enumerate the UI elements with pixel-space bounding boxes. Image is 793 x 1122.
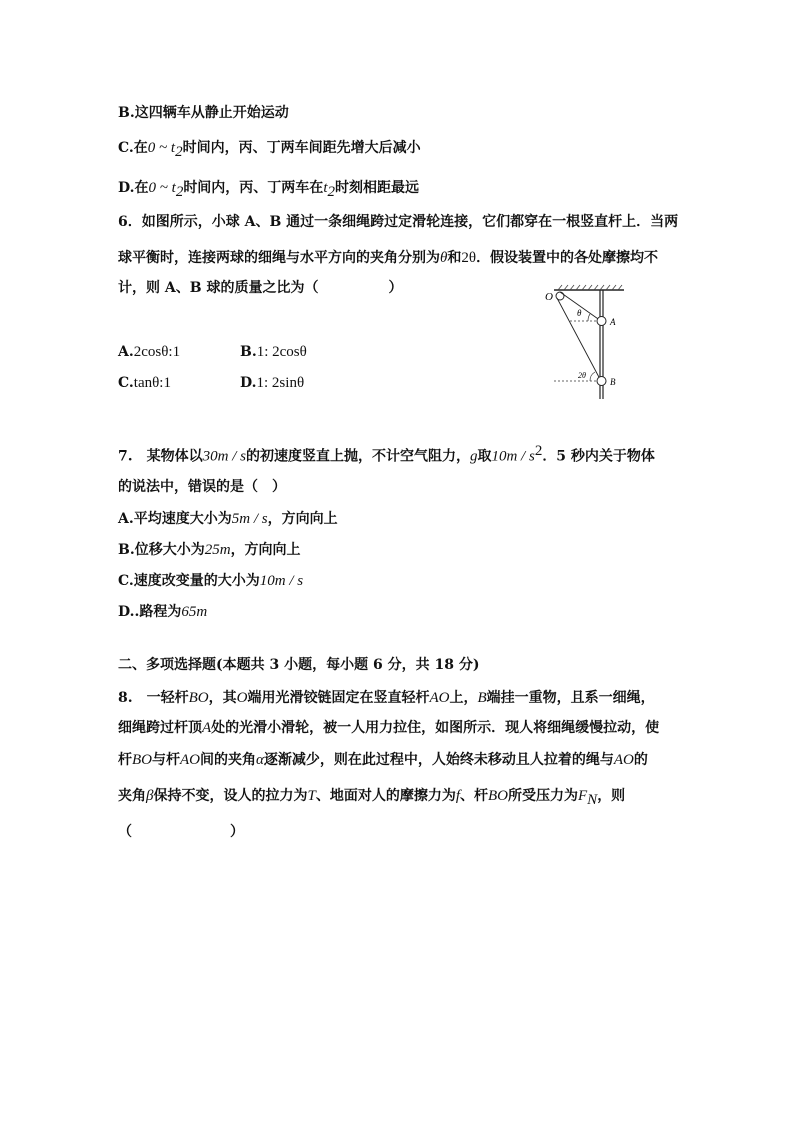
q8-l4-t: T: [307, 788, 316, 804]
q8-l1-e: 端挂一重物，且系一细绳，: [486, 690, 655, 706]
q8-l1-b: ，其: [208, 690, 237, 706]
q6-option-c-value: tanθ:1: [133, 375, 171, 391]
q7-stem-line1: [118, 441, 655, 467]
q6-theta: θ: [440, 250, 448, 266]
q7-option-a-text: A.平均速度大小为: [118, 511, 232, 527]
q6-option-d-value: 1: 2sinθ: [256, 375, 305, 391]
q5-option-d-t-sub: 2: [327, 183, 335, 200]
q8-l3-ao2: AO: [613, 752, 634, 768]
q8-l1-bo: BO: [188, 690, 209, 706]
q7-mid-text: 的初速度竖直上抛，不计空气阻力，: [245, 448, 470, 465]
q7-stem-line2: 的说法中，错误的是（ ）: [118, 479, 286, 495]
q7-g-value: 10m / s: [491, 448, 535, 465]
q8-answer-blank: （ ）: [118, 824, 244, 840]
ball-b: [597, 377, 606, 386]
q7-option-c: [118, 571, 303, 591]
q8-l4-beta: β: [146, 788, 154, 804]
q5-option-c-sub: 2: [175, 143, 183, 160]
q8-l1-c: 端用光滑铰链固定在竖直轻杆: [247, 690, 430, 706]
q6-stem-line1: 6．如图所示，小球 A、B 通过一条细绳跨过定滑轮连接，它们都穿在一根竖直杆上．当两: [118, 214, 679, 230]
q8-l1-o: O: [236, 690, 248, 706]
q8-l3-ao: AO: [180, 752, 200, 768]
q5-option-d-t: t: [323, 180, 328, 196]
2theta-arc: [590, 372, 595, 381]
label-o: O: [545, 291, 553, 303]
q7-option-b: [118, 540, 301, 560]
q8-l4-c: 、地面对人的摩擦力为: [315, 788, 456, 804]
q6-option-b: [240, 342, 307, 362]
theta-arc: [588, 314, 590, 321]
q6-stem-line2-tail: ．假设装置中的各处摩擦均不: [476, 250, 659, 266]
label-theta: θ: [577, 308, 582, 318]
q5-option-b: B.这四辆车从静止开始运动: [118, 105, 289, 121]
q8-l4-a: 夹角: [118, 788, 146, 804]
q8-l2-a: 细绳跨过杆顶: [118, 720, 202, 736]
q8-l1-d: 上，: [449, 690, 478, 706]
q5-option-d: [118, 178, 419, 202]
q8-l1-b-point: B: [477, 690, 487, 706]
q6-option-b-value: 1: 2cosθ: [256, 344, 307, 360]
q7-option-d: [118, 602, 207, 622]
label-a: A: [610, 317, 616, 327]
q8-l1-ao: AO: [429, 690, 450, 706]
q6-stem-line2: [118, 248, 658, 268]
q5-option-c-range: 0 ~ t: [147, 140, 176, 156]
q6-option-a-value: 2cosθ:1: [133, 344, 181, 360]
q8-l4-fn-sub: N: [587, 791, 598, 808]
q5-option-d-text: 时刻相距最远: [334, 180, 419, 196]
q7-take: 取: [477, 448, 492, 465]
q8-l4-d: 、杆: [460, 788, 488, 804]
q6-option-c: [118, 373, 171, 393]
q8-stem-line1: [118, 688, 655, 708]
q7-option-a-value: 5m / s: [231, 511, 268, 527]
q8-l3-a: 杆: [118, 752, 132, 768]
q5-option-c-text: 时间内，丙、丁两车间距先增大后减小: [182, 140, 421, 156]
label-b: B: [610, 377, 616, 387]
q7-option-a-tail: ，方向向上: [267, 511, 338, 527]
q7-option-a: [118, 509, 338, 529]
q8-l4-g: ，则: [597, 788, 626, 804]
q5-option-d-prefix: D.在: [118, 180, 149, 196]
q7-option-c-text: C.速度改变量的大小为: [118, 573, 260, 589]
q8-l1-a: 8. 一轻杆: [118, 690, 189, 706]
q8-stem-line3: [118, 750, 648, 770]
q8-l3-b: 与杆: [152, 752, 180, 768]
section2-heading: 二、多项选择题(本题共 3 小题，每小题 6 分，共 18 分): [118, 657, 480, 673]
label-2theta: 2θ: [578, 371, 586, 380]
q7-option-c-value: 10m / s: [259, 573, 304, 589]
q8-l3-e: 的: [633, 752, 648, 768]
q7-prefix: 7. 某物体以: [118, 448, 203, 465]
q6-2theta: 2θ: [461, 250, 477, 266]
q8-l4-e: 所受压力为: [508, 788, 578, 804]
q6-stem-line3: 计，则 A、B 球的质量之比为（ ）: [118, 280, 403, 296]
q6-option-d: [240, 373, 304, 393]
q8-l4-f: f: [455, 788, 460, 804]
q8-l3-alpha: α: [256, 752, 264, 768]
q8-l4-b: 保持不变，设人的拉力为: [153, 788, 308, 804]
q7-option-d-value: 65m: [181, 604, 208, 620]
q7-option-b-text: B.位移大小为: [118, 542, 205, 558]
q8-l2-b: 处的光滑小滑轮，被一人用力拉住，如图所示．现人将细绳缓慢拉动，使: [211, 720, 660, 736]
q5-option-c: [118, 138, 421, 162]
q7-sup: 2: [534, 443, 543, 459]
q6-option-d-label: D.: [240, 375, 257, 391]
q7-initial-velocity: 30m / s: [202, 448, 246, 465]
ball-a: [597, 317, 606, 326]
q8-l4-fn: F: [578, 788, 588, 804]
q6-pulley-figure: [540, 283, 630, 401]
q7-option-b-tail: ，方向向上: [230, 542, 301, 558]
q8-l3-d: 逐渐减少，则在此过程中，人始终未移动且人拉着的绳与: [263, 752, 614, 768]
q8-l3-bo: BO: [132, 752, 152, 768]
q7-tail: ．5 秒内关于物体: [542, 448, 655, 465]
q5-option-d-sub: 2: [175, 183, 184, 200]
q5-option-d-mid: 时间内，丙、丁两车在: [183, 180, 324, 196]
q5-option-d-range: 0 ~ t: [148, 180, 176, 196]
q8-stem-line2: [118, 718, 659, 738]
q8-l4-bo: BO: [488, 788, 508, 804]
q8-l3-c: 间的夹角: [200, 752, 256, 768]
q6-option-a-label: A.: [118, 344, 134, 360]
q5-option-c-prefix: C.在: [118, 140, 148, 156]
q6-option-c-label: C.: [118, 375, 134, 391]
q6-option-b-label: B.: [240, 344, 257, 360]
q7-option-b-value: 25m: [204, 542, 231, 558]
q7-option-d-text: D..路程为: [118, 604, 182, 620]
q6-stem-line2-text: 球平衡时，连接两球的细绳与水平方向的夹角分别为: [118, 250, 440, 266]
q8-l2-a-point: A: [202, 720, 212, 736]
q8-stem-line4: [118, 786, 625, 810]
q6-and: 和: [447, 250, 462, 266]
q6-option-a: [118, 342, 180, 362]
q7-g: g: [469, 448, 478, 465]
